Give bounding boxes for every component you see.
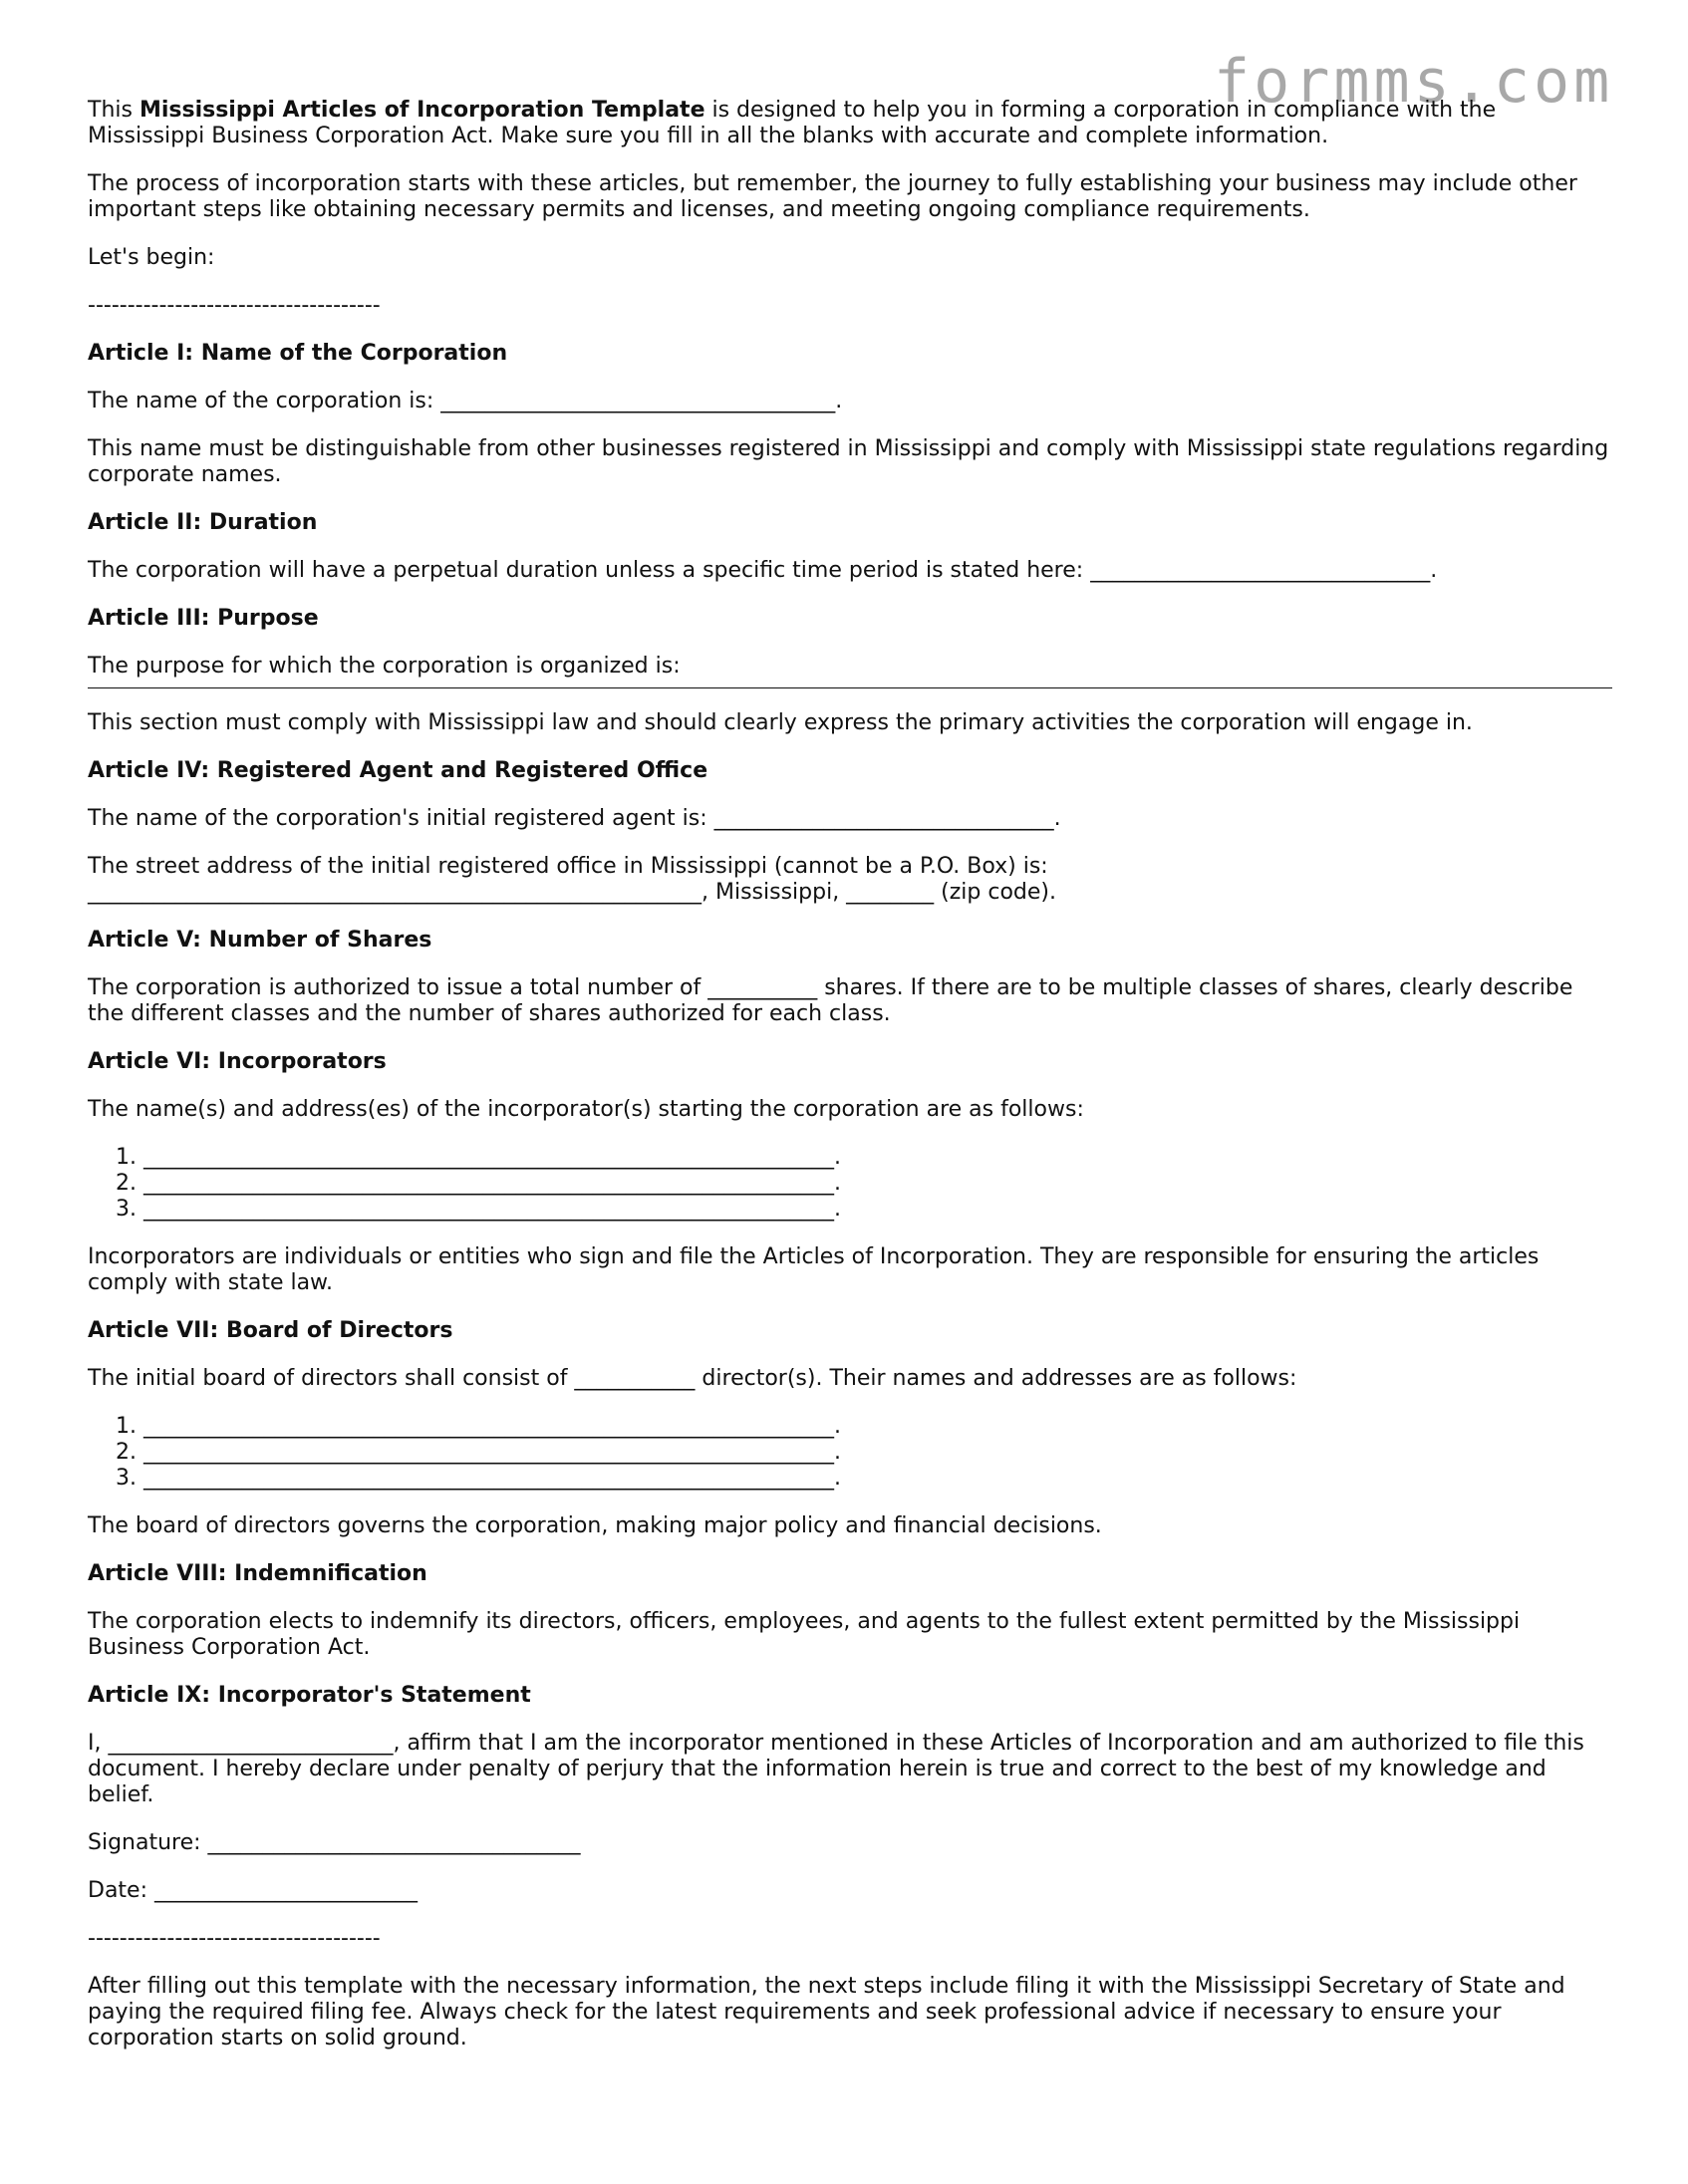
intro-bold-title: Mississippi Articles of Incorporation Template	[139, 98, 705, 123]
lets-begin: Let's begin:	[88, 245, 215, 270]
intro-paragraph	[88, 98, 1612, 149]
office-address-blanks[interactable]: ________________________________________________________, Mississippi, ________ (zip code).	[88, 880, 1057, 905]
article6-note: Incorporators are individuals or entities who sign and file the Articles of Incorporation. They are responsible for ensuring the articles comply with state law.	[88, 1244, 1540, 1295]
purpose-field-line[interactable]	[88, 687, 1612, 688]
article7-title: Article VII: Board of Directors	[88, 1318, 453, 1343]
article2-title: Article II: Duration	[88, 510, 318, 535]
director-field[interactable]: 1. _______________________________________________________________.	[143, 1414, 1612, 1440]
article8-text: The corporation elects to indemnify its directors, officers, employees, and agents to the fullest extent permitted by the Mississippi Business Corporation Act.	[88, 1609, 1521, 1660]
incorporator-field[interactable]: 2. _______________________________________________________________.	[143, 1171, 1612, 1197]
article9-title: Article IX: Incorporator's Statement	[88, 1683, 531, 1708]
directors-list	[88, 1414, 1612, 1492]
director-field[interactable]: 2. _______________________________________________________________.	[143, 1440, 1612, 1466]
registered-office-field[interactable]	[88, 854, 1612, 906]
separator-bottom: -------------------------------------	[88, 1926, 381, 1951]
article6-title: Article VI: Incorporators	[88, 1049, 387, 1074]
director-field[interactable]: 3. _______________________________________________________________.	[143, 1466, 1612, 1492]
signature-field[interactable]: Signature: __________________________________	[88, 1830, 581, 1855]
incorporator-statement[interactable]: I, __________________________, affirm that I am the incorporator mentioned in these Articles of Incorporation and am authorized to file this document. I hereby declare under penalty of perjury that the information herein is true and correct to the best of my knowledge and belief.	[88, 1731, 1584, 1807]
separator-top: -------------------------------------	[88, 293, 381, 318]
closing-paragraph: After filling out this template with the necessary information, the next steps include filing it with the Mississippi Secretary of State and paying the required filing fee. Always check for the latest requirements and seek professional advice if necessary to ensure your corporation starts on solid ground.	[88, 1974, 1565, 2050]
article3-note: This section must comply with Mississippi law and should clearly express the primary activities the corporation will engage in.	[88, 710, 1473, 735]
date-field[interactable]: Date: ________________________	[88, 1878, 418, 1903]
article7-note: The board of directors governs the corporation, making major policy and financial decisions.	[88, 1513, 1102, 1538]
process-paragraph: The process of incorporation starts with these articles, but remember, the journey to fully establishing your business may include other important steps like obtaining necessary permits and licenses, and meeting ongoing compliance requirements.	[88, 171, 1577, 222]
article1-note: This name must be distinguishable from other businesses registered in Mississippi and comply with Mississippi state regulations regarding corporate names.	[88, 436, 1609, 487]
intro-text-cont: is designed to help you in forming a corporation in compliance with the Mississippi Business Corporation Act. Make sure you fill in all the blanks with accurate and complete information.	[88, 98, 1497, 148]
incorporator-field[interactable]: 3. _______________________________________________________________.	[143, 1197, 1612, 1223]
incorporators-list	[88, 1145, 1612, 1223]
directors-intro[interactable]: The initial board of directors shall consist of ___________ director(s). Their names and addresses are as follows:	[88, 1366, 1297, 1391]
incorporators-intro: The name(s) and address(es) of the incorporator(s) starting the corporation are as follows:	[88, 1097, 1084, 1122]
article4-title: Article IV: Registered Agent and Registered Office	[88, 758, 708, 783]
watermark-logo: formms.com	[1214, 47, 1614, 117]
office-label: The street address of the initial registered office in Mississippi (cannot be a P.O. Box) is:	[88, 854, 1048, 879]
purpose-label: The purpose for which the corporation is organized is:	[88, 654, 681, 679]
corporation-name-field[interactable]: The name of the corporation is: ____________________________________.	[88, 389, 843, 413]
intro-text: This	[88, 98, 140, 123]
incorporator-field[interactable]: 1. _______________________________________________________________.	[143, 1145, 1612, 1171]
shares-field[interactable]: The corporation is authorized to issue a total number of __________ shares. If there are to be multiple classes of shares, clearly describe the different classes and the number of shares authorized for each class.	[88, 975, 1573, 1026]
duration-field[interactable]: The corporation will have a perpetual duration unless a specific time period is stated here: _______________________________.	[88, 558, 1438, 583]
article3-title: Article III: Purpose	[88, 606, 319, 631]
article1-title: Article I: Name of the Corporation	[88, 341, 508, 366]
registered-agent-field[interactable]: The name of the corporation's initial registered agent is: _______________________________.	[88, 806, 1061, 831]
article5-title: Article V: Number of Shares	[88, 928, 432, 953]
document-body	[88, 98, 1612, 2073]
article8-title: Article VIII: Indemnification	[88, 1561, 427, 1586]
